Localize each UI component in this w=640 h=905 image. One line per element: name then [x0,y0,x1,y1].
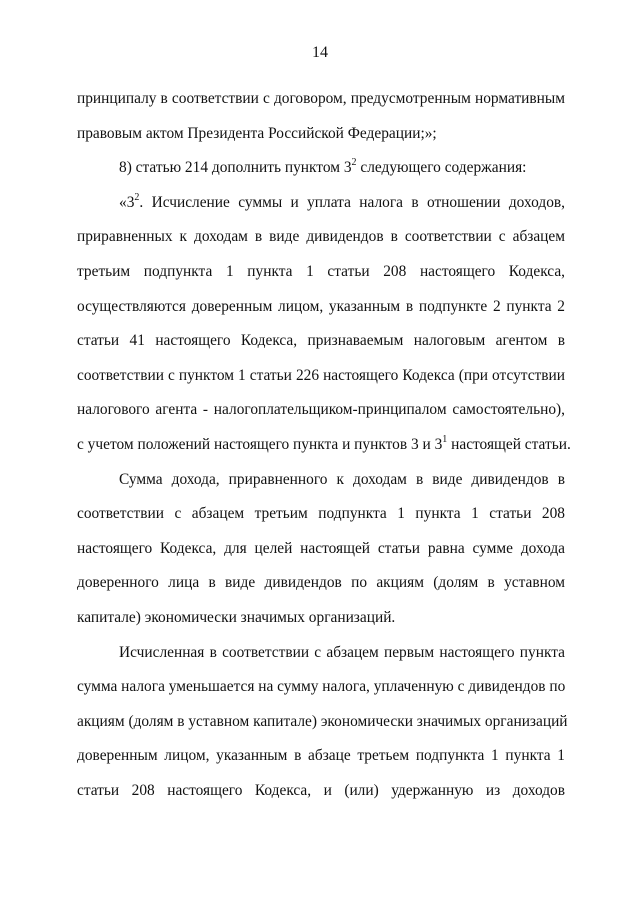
text-line-clause-start [77,186,565,221]
text-line: доверенного лица в виде дивидендов по акциям (долям в уставном [77,574,565,592]
text-line-item-8 [77,151,565,186]
text-line: правовым актом Президента Российской Федерации;»; [77,124,437,142]
text-line [77,428,571,463]
text-line: настоящего Кодекса, для целей настоящей статьи равна сумме дохода [77,539,565,557]
text-line: капитале) экономически значимых организаций. [77,608,396,626]
text-run: следующего содержания: [356,159,527,177]
page-number: 14 [312,44,328,61]
text-run: 8) статью 214 дополнить пунктом 3 [119,159,352,177]
text-run: с учетом положений настоящего пункта и пунктов 3 и 3 [77,435,443,453]
text-line: приравненных к доходам в виде дивидендов в соответствии с абзацем [77,228,565,246]
text-line: статьи 208 настоящего Кодекса, и (или) удержанную из доходов [77,781,565,799]
text-line: сумма налога уменьшается на сумму налога, уплаченную с дивидендов по [77,678,566,696]
text-line: акциям (долям в уставном капитале) экономически значимых организаций [77,712,568,730]
text-line: третьим подпункта 1 пункта 1 статьи 208 настоящего Кодекса, [77,262,565,280]
superscript: 2 [351,157,357,169]
superscript: 2 [134,191,140,203]
text-line: статьи 41 настоящего Кодекса, признаваемым налоговым агентом в [77,332,565,350]
document-body [77,82,571,808]
text-line: соответствии с абзацем третьим подпункта 1 пункта 1 статьи 208 [77,505,565,523]
text-line: Сумма дохода, приравненного к доходам в виде дивидендов в [119,470,565,488]
text-run: . Исчисление суммы и уплата налога в отношении доходов, [139,193,565,211]
text-line: осуществляются доверенным лицом, указанным в подпункте 2 пункта 2 [77,297,565,315]
text-run: «3 [119,193,135,211]
superscript: 1 [442,433,448,445]
text-line: Исчисленная в соответствии с абзацем первым настоящего пункта [119,643,565,661]
text-line: налогового агента - налогоплательщиком-принципалом самостоятельно), [77,401,565,419]
text-line: принципалу в соответствии с договором, предусмотренным нормативным [77,90,565,107]
text-line: доверенным лицом, указанным в абзаце третьем подпункта 1 пункта 1 [77,747,565,765]
text-line: соответствии с пунктом 1 статьи 226 настоящего Кодекса (при отсутствии [77,366,565,384]
text-run: настоящей статьи. [447,435,571,453]
